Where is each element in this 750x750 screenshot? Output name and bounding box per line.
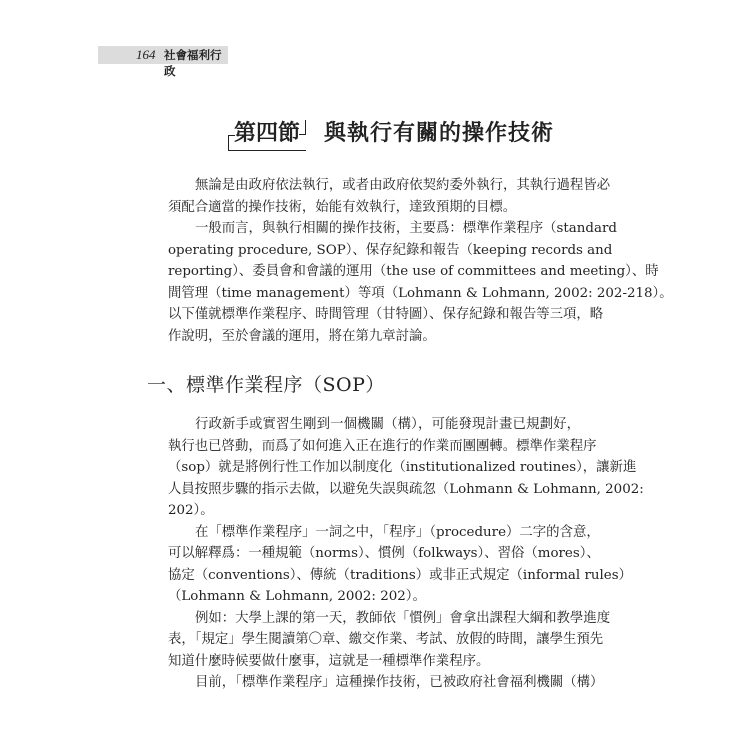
- text-line: 例如：大學上課的第一天，教師依「慣例」會拿出課程大綱和教學進度: [195, 610, 611, 626]
- subsection-heading: 一、標準作業程序（SOP）: [147, 374, 385, 396]
- text-line: reporting）、委員會和會議的運用（the use of committees and meeting）、時: [168, 264, 659, 279]
- text-line: 行政新手或實習生剛到一個機關（構），可能發現計畫已規劃好，: [195, 417, 580, 432]
- text-line: operating procedure, SOP）、保存紀錄和報告（keeping records and: [168, 242, 613, 258]
- text-line: 202）。: [168, 503, 214, 518]
- text-line: 無論是由政府依法執行，或者由政府依契約委外執行，其執行過程皆必: [195, 178, 611, 193]
- text-line: 協定（conventions）、傳統（traditions）或非正式規定（informal rules）: [168, 567, 632, 583]
- paragraph-block-2: [168, 414, 644, 694]
- text-line: 知道什麼時候要做什麼事，這就是一種標準作業程序。: [168, 653, 490, 669]
- text-line: 執行也已啓動，而爲了如何進入正在進行的作業而團團轉。標準作業程序: [168, 438, 597, 454]
- section-title: 與執行有關的操作技術: [324, 119, 555, 146]
- text-line: 在「標準作業程序」一詞之中，「程序」（procedure）二字的含意，: [195, 524, 600, 540]
- text-line: 間管理（time management）等項（Lohmann & Lohmann, 2002: 202-218）。: [168, 285, 673, 301]
- page-number: 164: [136, 47, 156, 62]
- text-line: 作說明，至於會議的運用，將在第九章討論。: [168, 328, 436, 344]
- paragraph-block-1: [168, 175, 673, 347]
- text-line: 目前，「標準作業程序」這種操作技術，已被政府社會福利機關（構）: [195, 675, 604, 690]
- book-title: 社會福利行政: [164, 48, 222, 78]
- text-line: 人員按照步驟的指示去做，以避免失誤與疏忽（Lohmann & Lohmann, 2002:: [168, 481, 644, 497]
- section-heading: [228, 116, 554, 146]
- text-line: 一般而言，與執行相關的操作技術，主要爲：標準作業程序（standard: [195, 221, 617, 236]
- section-number-text: 第四節: [234, 119, 301, 146]
- text-line: 可以解釋爲：一種規範（norms）、慣例（folkways）、習俗（mores）、: [168, 546, 600, 561]
- text-line: 表，「規定」學生閱讀第〇章、繳交作業、考試、放假的時間，讓學生預先: [168, 632, 604, 647]
- text-line: （Lohmann & Lohmann, 2002: 202）。: [168, 589, 426, 604]
- running-header: [98, 46, 228, 78]
- text-line: 須配合適當的操作技術，始能有效執行，達致預期的目標。: [168, 199, 517, 215]
- text-line: 以下僅就標準作業程序、時間管理（甘特圖）、保存紀錄和報告等三項，略: [168, 307, 604, 322]
- text-line: （sop）就是將例行性工作加以制度化（institutionalized routines），讓新進: [168, 460, 637, 475]
- section-number: [228, 116, 306, 147]
